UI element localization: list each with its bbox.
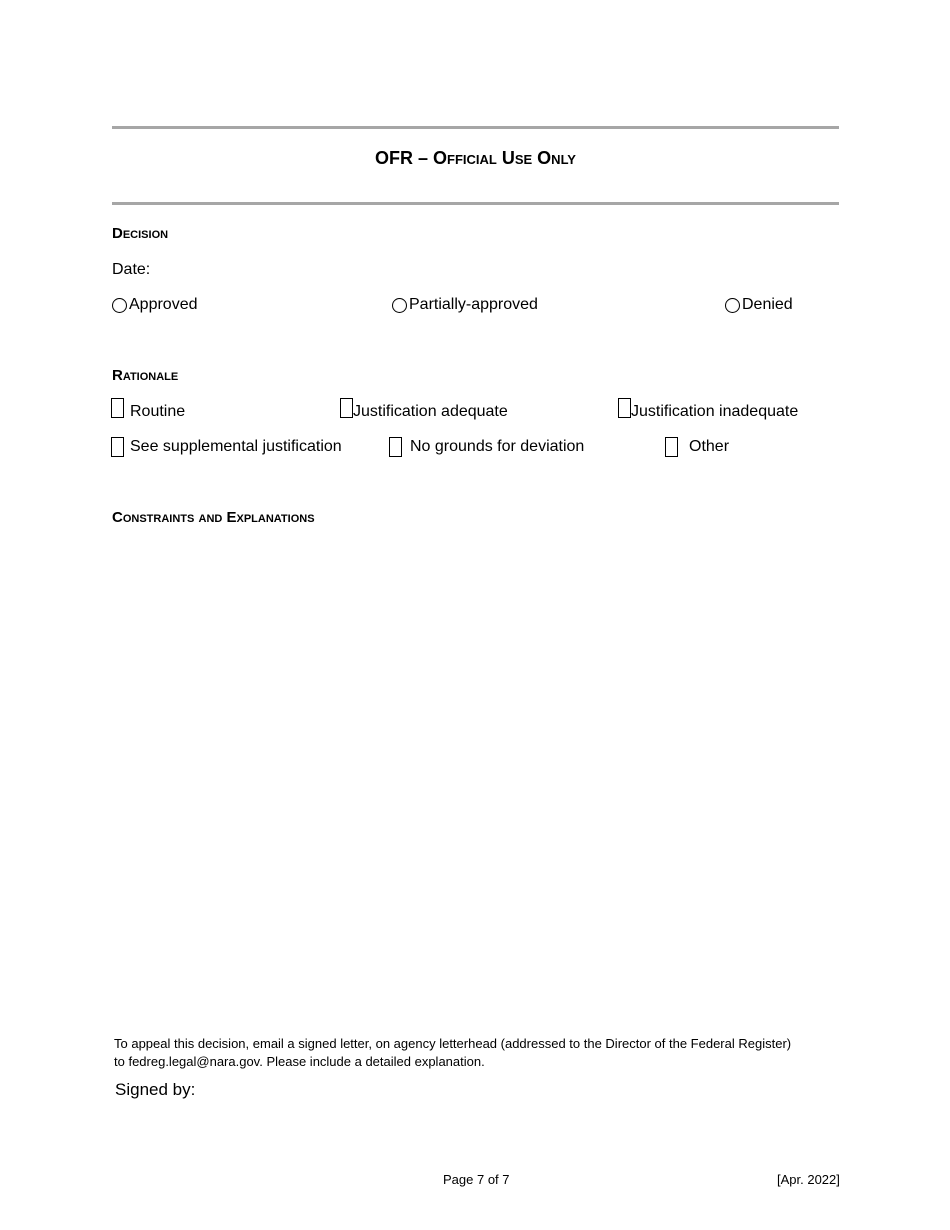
appeal-line-1: To appeal this decision, email a signed letter, on agency letterhead (addressed to the Director of the Federal Register): [114, 1036, 792, 1051]
rationale-no-grounds-option[interactable]: [389, 437, 584, 457]
routine-checkbox[interactable]: [111, 398, 124, 418]
date-label: Date:: [112, 261, 151, 278]
denied-label: Denied: [742, 296, 793, 313]
no-grounds-label: No grounds for deviation: [410, 438, 585, 455]
approved-radio[interactable]: [112, 298, 127, 313]
supplemental-checkbox[interactable]: [111, 437, 124, 457]
rationale-routine-option[interactable]: [111, 398, 185, 418]
rationale-heading: Rationale: [112, 367, 179, 384]
rationale-other-option[interactable]: [665, 437, 729, 457]
partially-approved-radio[interactable]: [392, 298, 407, 313]
justification-adequate-checkbox[interactable]: [340, 398, 353, 418]
partially-approved-label: Partially-approved: [409, 296, 538, 313]
other-label: Other: [689, 438, 730, 455]
justification-inadequate-checkbox[interactable]: [618, 398, 631, 418]
other-checkbox[interactable]: [665, 437, 678, 457]
rationale-justification-adequate-option[interactable]: [340, 398, 508, 418]
no-grounds-checkbox[interactable]: [389, 437, 402, 457]
constraints-heading: Constraints and Explanations: [112, 509, 315, 526]
rationale-supplemental-option[interactable]: [111, 437, 342, 457]
decision-approved-option[interactable]: [112, 296, 198, 314]
appeal-note: [114, 1035, 834, 1071]
decision-denied-option[interactable]: [725, 296, 793, 314]
top-rule: [112, 126, 839, 129]
denied-radio[interactable]: [725, 298, 740, 313]
justification-adequate-label: Justification adequate: [353, 403, 508, 420]
signed-by-label: Signed by:: [115, 1080, 196, 1099]
approved-label: Approved: [129, 296, 198, 313]
page-title: OFR – Official Use Only: [375, 148, 576, 168]
decision-heading: Decision: [112, 225, 169, 242]
decision-partially-approved-option[interactable]: [392, 296, 538, 314]
rationale-justification-inadequate-option[interactable]: [618, 398, 798, 418]
revision-date: [Apr. 2022]: [777, 1172, 840, 1187]
bottom-rule: [112, 202, 839, 205]
appeal-line-2: to fedreg.legal@nara.gov. Please include a detailed explanation.: [114, 1054, 485, 1069]
justification-inadequate-label: Justification inadequate: [631, 403, 799, 420]
routine-label: Routine: [130, 403, 186, 420]
page-number: Page 7 of 7: [443, 1172, 510, 1187]
supplemental-label: See supplemental justification: [130, 438, 342, 455]
